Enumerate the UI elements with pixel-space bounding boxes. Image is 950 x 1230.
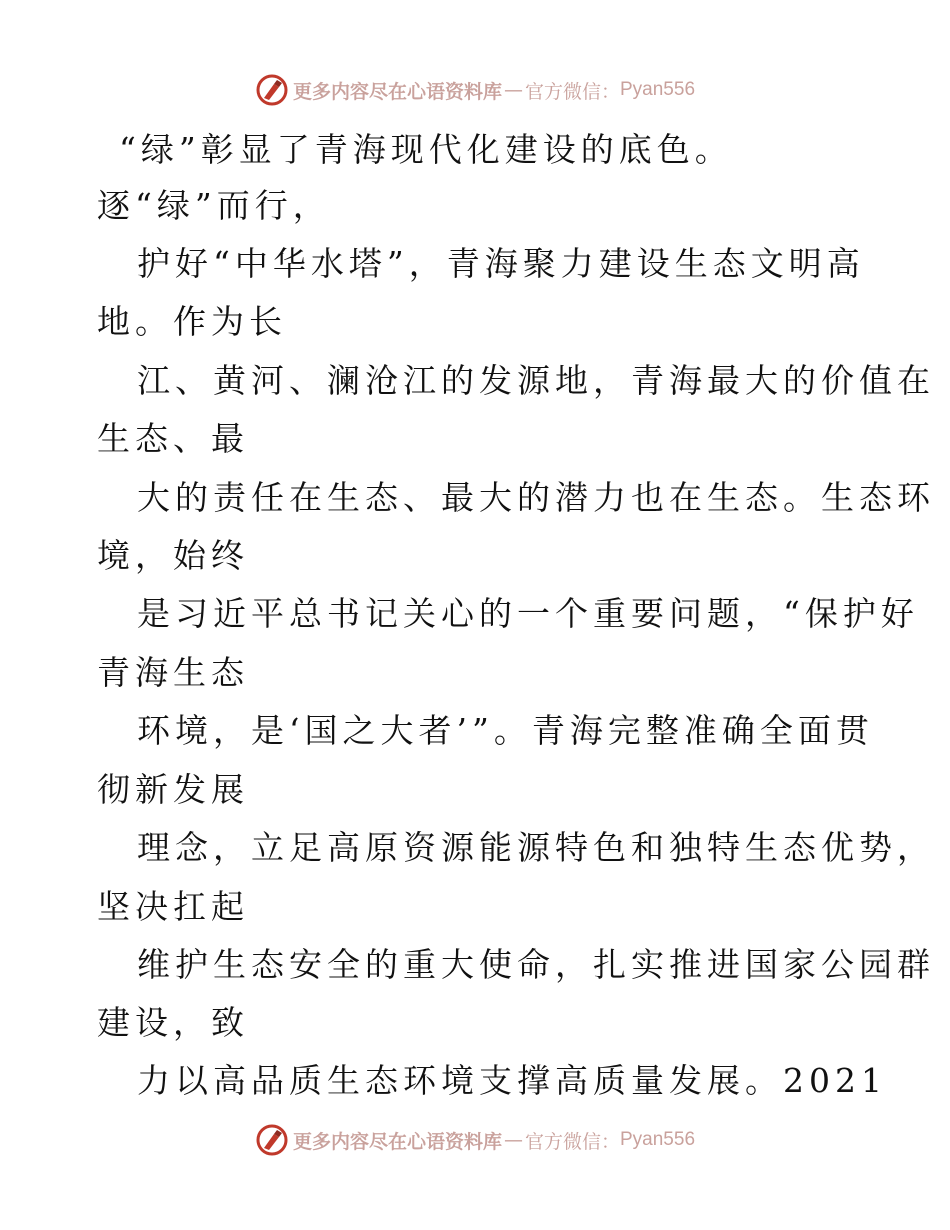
body-line: 逐“绿”而行， bbox=[97, 186, 331, 225]
watermark-main-text: 更多内容尽在心语资料库 bbox=[292, 80, 502, 103]
body-line: 彻新发展 bbox=[97, 770, 249, 809]
pen-nib-circle-icon bbox=[255, 1123, 289, 1157]
watermark-sub-text: 官方微信： bbox=[524, 80, 620, 103]
footer-watermark bbox=[0, 1120, 950, 1160]
body-line: “绿”彰显了青海现代化建设的底色。 bbox=[119, 130, 733, 169]
watermark-sub-text: 官方微信： bbox=[524, 1130, 620, 1153]
watermark-wechat-id: Pyan556 bbox=[620, 79, 696, 100]
body-line: 生态、最 bbox=[97, 419, 249, 458]
body-line: 大的责任在生态、最大的潜力也在生态。生态环 bbox=[137, 478, 935, 517]
body-line: 建设，致 bbox=[97, 1003, 249, 1042]
watermark-dash: — bbox=[503, 1129, 523, 1151]
body-line: 是习近平总书记关心的一个重要问题，“保护好 bbox=[137, 594, 919, 633]
body-line: 护好“中华水塔”，青海聚力建设生态文明高 bbox=[137, 244, 865, 283]
body-line: 境，始终 bbox=[97, 536, 249, 575]
body-line: 地。作为长 bbox=[97, 302, 287, 341]
watermark-main-text: 更多内容尽在心语资料库 bbox=[292, 1130, 502, 1153]
watermark-dash: — bbox=[503, 79, 523, 101]
body-line: 青海生态 bbox=[97, 653, 249, 692]
watermark-wechat-id: Pyan556 bbox=[620, 1129, 696, 1150]
body-line: 理念，立足高原资源能源特色和独特生态优势， bbox=[137, 828, 935, 867]
body-line: 江、黄河、澜沧江的发源地，青海最大的价值在 bbox=[137, 361, 935, 400]
body-line: 环境，是‘国之大者’”。青海完整准确全面贯 bbox=[137, 711, 874, 750]
body-line: 力以高品质生态环境支撑高质量发展。2021 bbox=[137, 1061, 887, 1100]
body-line: 维护生态安全的重大使命，扎实推进国家公园群 bbox=[137, 945, 935, 984]
body-line: 坚决扛起 bbox=[97, 887, 249, 926]
